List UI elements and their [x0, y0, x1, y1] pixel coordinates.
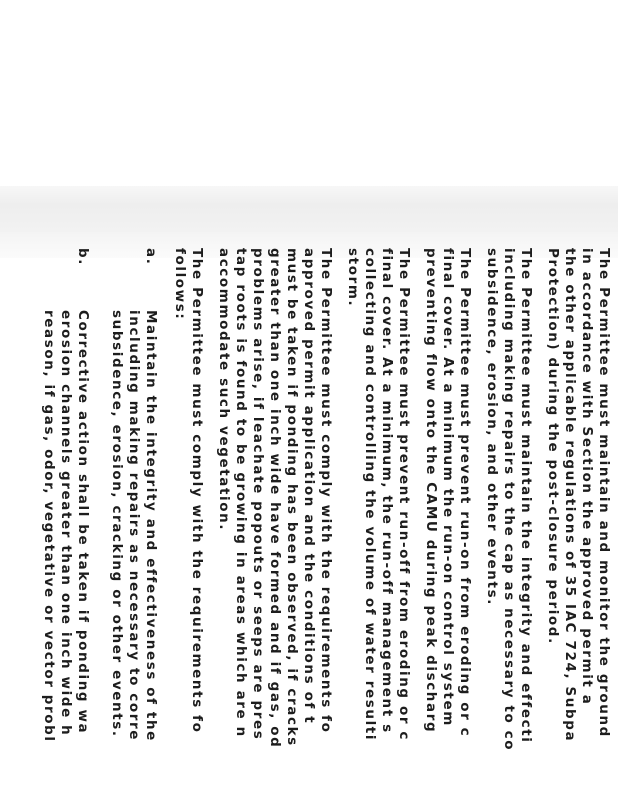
text-line: Corrective action shall be taken if ponding wa — [75, 310, 91, 735]
text-line: collecting and controlling the volume of water resulti — [362, 248, 378, 742]
text-line: approved permit application and the conditions of t — [301, 248, 317, 725]
text-line: follows: — [172, 248, 188, 321]
scan-shadow-band — [0, 186, 618, 232]
text-line: erosion channels greater than one inch wide h — [58, 310, 74, 737]
text-line: The Permittee must maintain and monitor the ground — [596, 248, 612, 738]
text-line: tap roots is found to be growing in areas which are n — [233, 248, 249, 738]
list-marker: a. — [143, 248, 159, 266]
text-line: final cover. At a minimum, the run-off management s — [379, 248, 395, 734]
text-line: The Permittee must comply with the requirements fo — [318, 248, 334, 734]
text-line: subsidence, erosion, and other events. — [484, 248, 500, 606]
text-line: subsidence, erosion, cracking or other events. — [109, 310, 125, 738]
text-line: Maintain the integrity and effectiveness of the — [143, 310, 159, 742]
text-line: storm. — [345, 248, 361, 308]
text-line: reason, if gas, odor, vegetative or vector probl — [41, 310, 57, 743]
text-line: Protection) during the post-closure period. — [545, 248, 561, 645]
text-line: preventing flow onto the CAMU during peak discharg — [423, 248, 439, 734]
text-line: must be taken if ponding has been observed, if cracks — [284, 248, 300, 747]
text-line: The Permittee must prevent run-off from eroding or c — [396, 248, 412, 742]
text-line: the other applicable regulations of 35 IAC 724, Subpa — [562, 248, 578, 743]
list-marker: b. — [75, 248, 91, 266]
text-line: including making repairs as necessary to corre — [126, 310, 142, 741]
text-line: accommodate such vegetation. — [216, 248, 232, 532]
text-line: greater than one inch wide have formed and if gas, od — [267, 248, 283, 749]
text-line: The Permittee must maintain the integrity and effecti — [518, 248, 534, 744]
text-line: The Permittee must comply with the requirements fo — [189, 248, 205, 734]
text-line: including making repairs to the cap as necessary to co — [501, 248, 517, 752]
text-line: final cover. At a minimum the run-on control system — [440, 248, 456, 727]
text-line: The Permittee must prevent run-on from eroding or c — [457, 248, 473, 738]
text-line: problems arise, if leachate popouts or seeps are pres — [250, 248, 266, 741]
text-line: in accordance with Section the approved permit a — [579, 248, 595, 706]
